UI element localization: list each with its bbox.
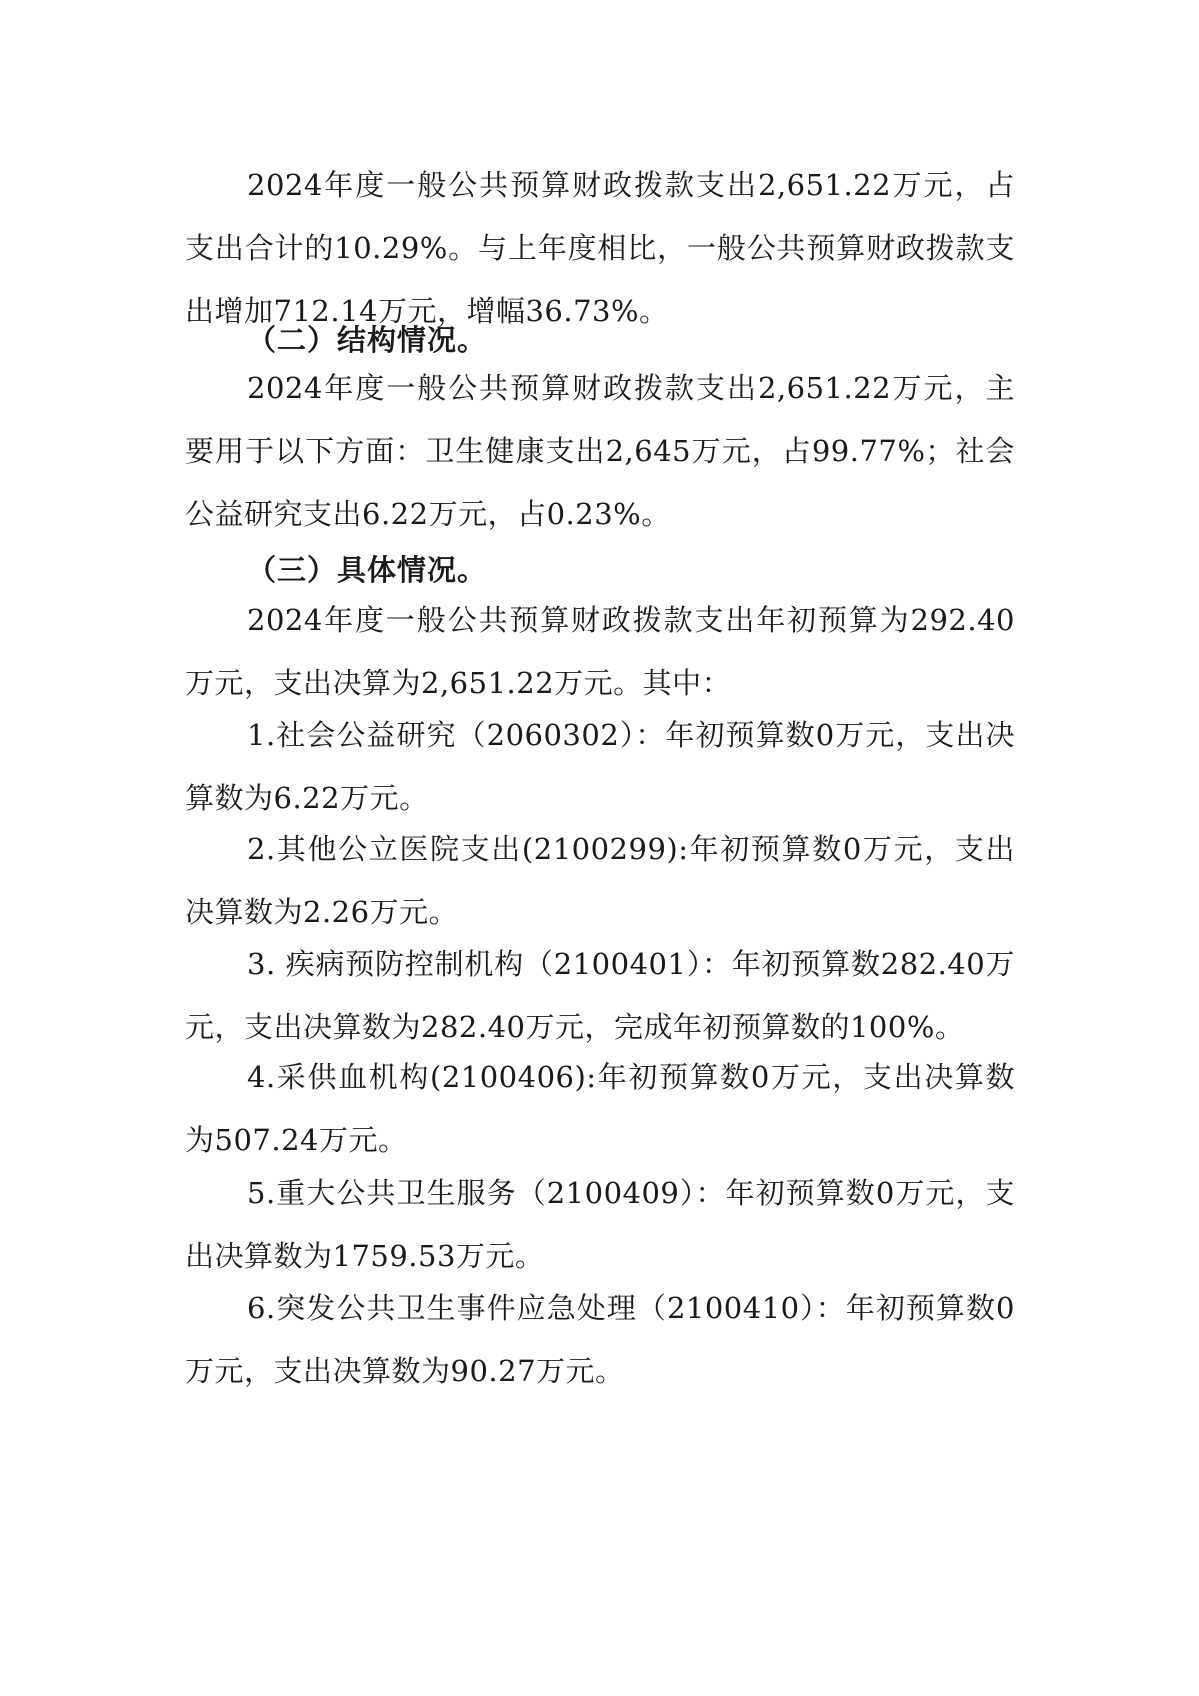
list-item-blood-supply: 4.采供血机构(2100406):年初预算数0万元，支出决算数为507.24万元。	[185, 1060, 1015, 1157]
heading-structure: （二）结构情况。	[247, 323, 488, 357]
list-item-social-research: 1.社会公益研究（2060302）：年初预算数0万元，支出决算数为6.22万元。	[185, 718, 1015, 815]
paragraph-structure: 2024年度一般公共预算财政拨款支出2,651.22万元，主要用于以下方面：卫生健康支出2,645万元，占99.77%；社会公益研究支出6.22万元，占0.23%。	[185, 371, 1015, 531]
list-item-public-health-service: 5.重大公共卫生服务（2100409）：年初预算数0万元，支出决算数为1759.53万元。	[185, 1176, 1015, 1273]
list-item-public-hospital: 2.其他公立医院支出(2100299):年初预算数0万元，支出决算数为2.26万元。	[185, 832, 1015, 929]
list-item-emergency-response: 6.突发公共卫生事件应急处理（2100410）：年初预算数0万元，支出决算数为90.27万元。	[185, 1291, 1015, 1388]
paragraph-details-intro: 2024年度一般公共预算财政拨款支出年初预算为292.40万元，支出决算为2,651.22万元。其中：	[185, 603, 1015, 700]
list-item-disease-control: 3. 疾病预防控制机构（2100401）：年初预算数282.40万元，支出决算数为282.40万元，完成年初预算数的100%。	[185, 947, 1015, 1044]
paragraph-expenditure-summary: 2024年度一般公共预算财政拨款支出2,651.22万元，占支出合计的10.29%。与上年度相比，一般公共预算财政拨款支出增加712.14万元，增幅36.73%。	[185, 168, 1015, 328]
heading-details: （三）具体情况。	[247, 553, 488, 587]
